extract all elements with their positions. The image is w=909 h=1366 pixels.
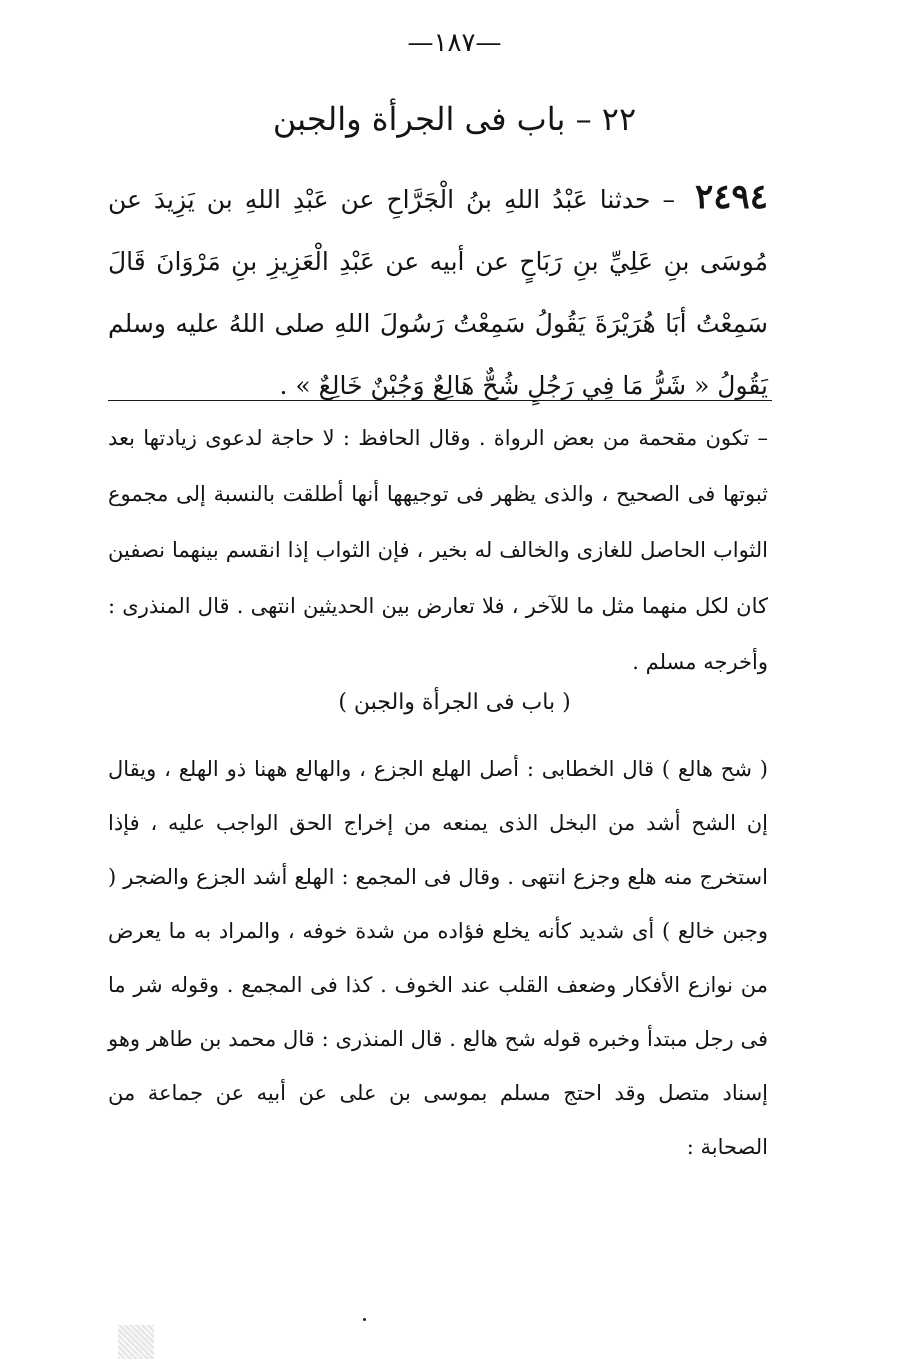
footnote-text: – تكون مقحمة من بعض الرواة . وقال الحافظ : لا حاجة لدعوى زيادتها بعد ثبوتها فى الصحيح ، والذى يظهر فى توجيهها أنها أطلقت بالنسبة إلى مجموع الثواب الحاصل للغازى والخالف له بخير ، فإن الثواب إذا انقسم بينهما نصفين كان لكل منهما مثل ما للآخر ، فلا تعارض بين الحديثين انتهى . قال المنذرى : وأخرجه مسلم . — [108, 426, 768, 674]
hadith-number: ٢٤٩٤ — [694, 177, 769, 217]
scan-smudge — [118, 1325, 154, 1359]
page-number: —١٨٧— — [407, 28, 502, 58]
hadith-text — [108, 166, 768, 417]
hadith-body: – حدثنا عَبْدُ اللهِ بنُ الْجَرَّاحِ عن عَبْدِ اللهِ بن يَزِيدَ عن مُوسَى بنِ عَلِيِّ بنِ رَبَاحٍ عن أبيه عن عَبْدِ الْعَزِيزِ بنِ مَرْوَانَ قَالَ سَمِعْتُ أبَا هُرَيْرَةَ يَقُولُ سَمِعْتُ رَسُولَ اللهِ صلى اللهُ عليه وسلم يَقُولُ « شَرُّ مَا فِي رَجُلٍ شُحٌّ هَالِعٌ وَجُبْنٌ خَالِعٌ » . — [108, 185, 768, 400]
commentary-text: ( شح هالع ) قال الخطابى : أصل الهلع الجزع ، والهالع ههنا ذو الهلع ، ويقال إن الشح أشد من البخل الذى يمنعه من إخراج الحق الواجب عليه ، فإذا استخرج منه هلع وجزع انتهى . وقال فى المجمع : الهلع أشد الجزع والضجر ( وجبن خالع ) أى شديد كأنه يخلع فؤاده من شدة خوفه ، والمراد به ما يعرض من نوازع الأفكار وضعف القلب عند الخوف . كذا فى المجمع . وقوله شر ما فى رجل مبتدأ وخبره قوله شح هالع . قال المنذرى : قال محمد بن طاهر وهو إسناد متصل وقد احتج مسلم بموسى بن على عن أبيه عن جماعة من الصحابة : — [108, 757, 768, 1159]
commentary-heading: ( باب فى الجرأة والجبن ) — [338, 690, 571, 715]
footnote-divider — [108, 400, 772, 401]
chapter-title: ٢٢ – باب فى الجرأة والجبن — [272, 100, 637, 138]
ink-speck — [363, 1318, 366, 1321]
